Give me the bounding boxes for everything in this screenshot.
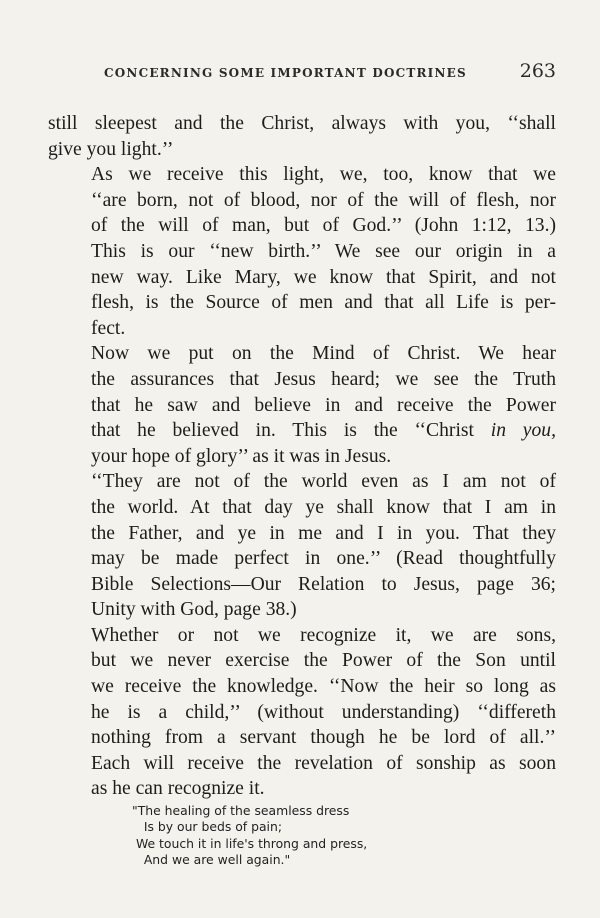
paragraph [48,469,556,623]
text-line: Whether or not we recognize it, we are sons, [91,624,556,646]
text-line: but we never exercise the Power of the Son until [91,650,556,672]
text-line: the assurances that Jesus heard; we see the Truth [91,368,556,390]
text-line: the Father, and ye in me and I in you. That they [91,522,556,544]
poem-line: We touch it in life's throng and press, [132,835,368,851]
text-line: This is our ‘‘new birth.’’ We see our origin in a [91,240,556,262]
page-number: 263 [519,60,556,82]
poem-line: And we are well again." [132,852,291,868]
body-text [48,111,556,802]
text-line: ‘‘are born, not of blood, nor of the will of flesh, nor [91,189,556,211]
text-line: give you light.’’ [48,138,174,160]
text-line: he is a child,’’ (without understanding) ‘‘differeth [91,701,556,723]
text-line: fect. [91,317,126,339]
text-line: Unity with God, page 38.) [91,599,297,621]
page-header [104,60,556,82]
text-line: As we receive this light, we, too, know that we [91,164,556,186]
text-line: ‘‘They are not of the world even as I am not of [91,471,556,493]
text-line: we receive the knowledge. ‘‘Now the heir so long as [91,676,556,698]
text-line: as he can recognize it. [91,778,265,800]
text-line: of the will of man, but of God.’’ (John 1:12, 13.) [91,215,556,237]
paragraph [48,623,556,802]
text-line: that he saw and believe in and receive the Power [91,394,556,416]
poem-quote [132,803,367,869]
paragraph [48,341,556,469]
text-line: still sleepest and the Christ, always with you, ‘‘shall [48,113,556,134]
text-line: nothing from a servant though he be lord of all.’’ [91,727,556,749]
text-line: new way. Like Mary, we know that Spirit, and not [91,266,556,288]
text-line: that he believed in. This is the ‘‘Christ in you, [91,420,556,442]
running-head: CONCERNING SOME IMPORTANT DOCTRINES [104,66,467,80]
paragraph [48,111,556,162]
paragraph [48,162,556,341]
text-line: Each will receive the revelation of sonship as soon [91,752,556,774]
text-line: flesh, is the Source of men and that all Life is per- [91,292,556,314]
poem-line: "The healing of the seamless dress [132,803,350,818]
poem-line: Is by our beds of pain; [132,819,283,835]
text-line: Now we put on the Mind of Christ. We hear [91,343,556,365]
text-line: your hope of glory’’ as it was in Jesus. [91,445,392,467]
text-line: Bible Selections—Our Relation to Jesus, page 36; [91,573,556,595]
text-line: the world. At that day ye shall know that I am in [91,496,556,518]
text-line: may be made perfect in one.’’ (Read thoughtfully [91,548,556,570]
